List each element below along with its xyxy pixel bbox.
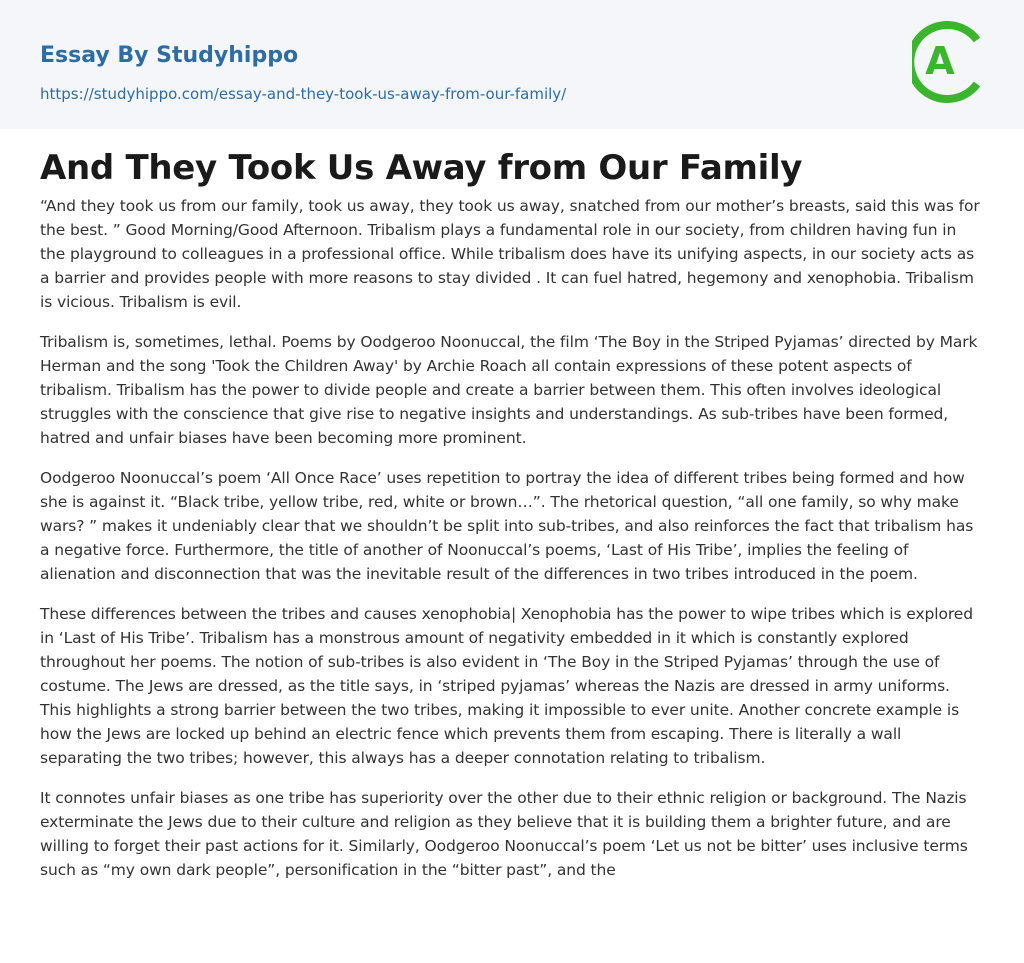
article — [0, 129, 1024, 882]
studyhippo-logo-icon[interactable] — [912, 19, 986, 105]
site-header — [0, 0, 1024, 129]
article-paragraph: These differences between the tribes and causes xenophobia| Xenophobia has the power to wipe tribes which is explored in ‘Last of His Tribe’. Tribalism has a monstrous amount of negativity embedded in it which is constantly explored throughout her poems. The notion of sub-tribes is also evident in ‘The Boy in the Striped Pyjamas’ through the use of costume. The Jews are dressed, as the title says, in ‘striped pyjamas’ whereas the Nazis are dressed in army uniforms. This highlights a strong barrier between the two tribes, making it impossible to ever unite. Another concrete example is how the Jews are locked up behind an electric fence which prevents them from escaping. There is literally a wall separating the two tribes; however, this always has a deeper connotation relating to tribalism. — [40, 605, 973, 767]
article-paragraph: Tribalism is, sometimes, lethal. Poems by Oodgeroo Noonuccal, the film ‘The Boy in the Striped Pyjamas’ directed by Mark Herman and the song 'Took the Children Away' by Archie Roach all contain expressions of these potent aspects of tribalism. Tribalism has the power to divide people and create a barrier between them. This often involves ideological struggles with the conscience that give rise to negative insights and understandings. As sub-tribes have been formed, hatred and unfair biases have been becoming more prominent. — [40, 333, 978, 447]
article-paragraph: It connotes unfair biases as one tribe has superiority over the other due to their ethnic religion or background. The Nazis exterminate the Jews due to their culture and religion as they believe that it is building them a brighter future, and are willing to forget their past actions for it. Similarly, Oodgeroo Noonuccal’s poem ‘Let us not be bitter’ uses inclusive terms such as “my own dark people”, personification in the “bitter past”, and the — [40, 789, 968, 879]
site-name[interactable]: Essay By Studyhippo — [40, 43, 299, 68]
page-title: And They Took Us Away from Our Family — [40, 148, 803, 188]
article-paragraph: Oodgeroo Noonuccal’s poem ‘All Once Race’ uses repetition to portray the idea of different tribes being formed and how she is against it. “Black tribe, yellow tribe, red, white or brown…”. The rhetorical question, “all one family, so why make wars? ” makes it undeniably clear that we shouldn’t be split into sub-tribes, and also reinforces the fact that tribalism has a negative force. Furthermore, the title of another of Noonuccal’s poems, ‘Last of His Tribe’, implies the feeling of alienation and disconnection that was the inevitable result of the differences in two tribes introduced in the poem. — [40, 469, 974, 583]
article-paragraph: “And they took us from our family, took us away, they took us away, snatched from our mother’s breasts, said this was for the best. ” Good Morning/Good Afternoon. Tribalism plays a fundamental role in our society, from children having fun in the playground to colleagues in a professional office. While tribalism does have its unifying aspects, in our society acts as a barrier and provides people with more reasons to stay divided . It can fuel hatred, hegemony and xenophobia. Tribalism is vicious. Tribalism is evil. — [40, 197, 980, 311]
page-url-link[interactable]: https://studyhippo.com/essay-and-they-took-us-away-from-our-family/ — [40, 85, 567, 103]
logo-letter: A — [925, 39, 955, 83]
